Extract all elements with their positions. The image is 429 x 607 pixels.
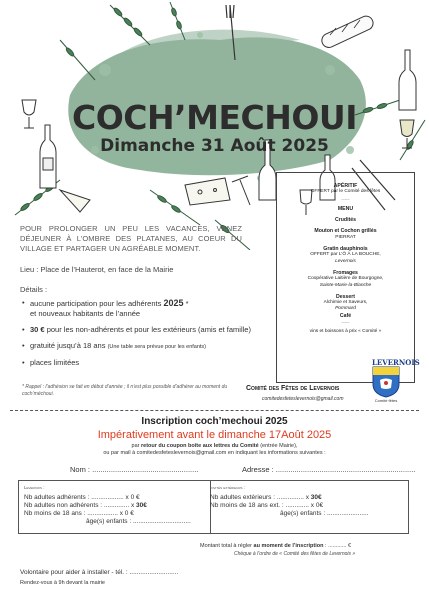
inscription-instructions: par retour du coupon boîte aux lettres du Comité (entrée Mairie), ou par mail à comitedesfeteslevernois@gmail.com en indiquant les informations suivantes : (103, 443, 326, 456)
external-guests-box (205, 480, 409, 534)
list-item: • 30 € pour les non-adhérents et pour les extérieurs (amis et famille) (22, 325, 254, 335)
box-caption: Invités extérieurs : (210, 485, 246, 490)
box-caption: Levernois : (24, 485, 45, 490)
village-label: LEVERNOIS (372, 358, 420, 367)
total-amount[interactable]: Montant total à régler au moment de l’inscription : ............ € (200, 543, 352, 549)
external-under-18-field[interactable]: Nb moins de 18 ans ext. : ............. x 0€ (210, 502, 324, 509)
children-ages-field[interactable]: âge(s) enfants : ................................ (86, 518, 191, 525)
details-list (22, 298, 254, 374)
under-18-field[interactable]: Nb moins de 18 ans : ................. x 0 € (24, 510, 134, 517)
levernois-registration-box (18, 480, 211, 534)
external-adults-field[interactable]: Nb adultes extérieurs : ............... x 30€ (210, 494, 322, 501)
cheque-instructions: Chèque à l’ordre de « Comité des fêtes de Levernois » (234, 551, 356, 557)
event-title: COCH’MECHOUI (72, 98, 357, 137)
corkscrew-icon (232, 176, 250, 205)
menu-heading: MENU (337, 205, 354, 212)
name-field[interactable]: Nom : ................................................... (70, 465, 199, 474)
list-item: • aucune participation pour les adhérents 2025 * et nouveaux habitants de l’année (22, 298, 254, 319)
meeting-note: Rendez-vous à 9h devant la mairie (20, 580, 105, 586)
details-heading: Détails : (20, 285, 48, 294)
cut-line (10, 410, 419, 411)
address-field[interactable]: Adresse : ................................................................... (242, 465, 416, 474)
committee-email: comitedesfeteslevernois@gmail.com (262, 396, 344, 402)
membership-reminder: * Rappel : l’adhésion se fait en début d’année ; il n’est plus possible d’adhérer au moment du coch’méchoui. (22, 384, 228, 397)
menu-box: APÉRITIF OFFERT par le Comité des fêtes ----- MENU Crudités Mouton et Cochon grillés PIERRAT Gratin dauphinois OFFERT par L’Ô À LA BOUCHE, Levernois Fromages Coopérative Laitière de Bourgogne, Sainte-Marie-la-Blanche Dessert Alchimie et Saveurs, Pommard Café ----- vins et boissons à prix « Comité » (276, 172, 415, 383)
menu-aperitif: APÉRITIF (333, 183, 358, 189)
adult-non-members-field[interactable]: Nb adultes non adhérents : .............. x 30€ (24, 502, 147, 509)
crest-caption: Comité fêtes (374, 398, 398, 403)
event-date: Dimanche 31 Août 2025 (100, 136, 329, 156)
location-text: Lieu : Place de l’Hauterot, en face de la Mairie (20, 265, 174, 274)
adult-members-field[interactable]: Nb adultes adhérents : .................. x 0 € (24, 494, 140, 501)
cheese-icon (60, 178, 230, 212)
volunteer-phone-field[interactable]: Volontaire pour aider à installer - tél. : ........................... (20, 569, 179, 576)
list-item: • places limitées (22, 358, 254, 368)
intro-text: POUR PROLONGER UN PEU LES VACANCES, VENEZ DÉJEUNER À L’OMBRE DES PLATANES, AU COEUR DU VILLAGE ET PARTAGER UN AGRÉABLE MOMENT. (20, 224, 242, 253)
external-children-ages-field[interactable]: âge(s) enfants : ....................... (280, 510, 369, 517)
levernois-crest-icon (372, 366, 400, 398)
inscription-deadline: Impérativement avant le dimanche 17Août 2025 (97, 429, 332, 441)
list-item: • gratuité jusqu’à 18 ans (Une table sera prévue pour les enfants) (22, 341, 254, 352)
bread-icon (320, 14, 376, 50)
committee-name: Comité des Fêtes de Levernois (246, 385, 340, 392)
inscription-title: Inscription coch’mechoui 2025 (141, 416, 288, 427)
